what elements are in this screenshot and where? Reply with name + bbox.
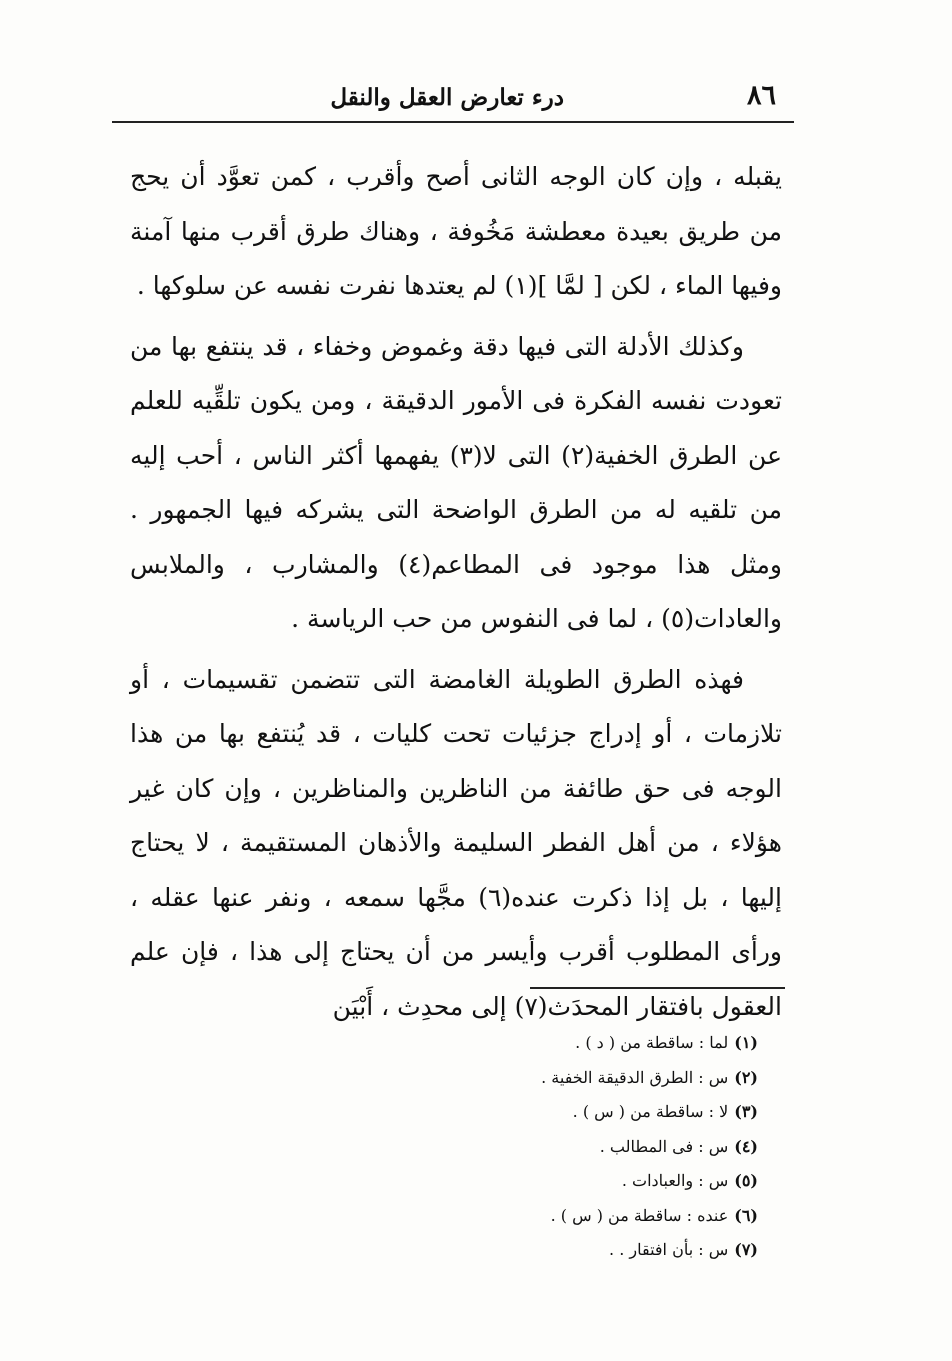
footnote: [400, 1026, 758, 1061]
footnote: [400, 1164, 758, 1199]
footnote-text: لا : ساقطة من ( س ) .: [572, 1102, 729, 1121]
footnote-divider: [530, 987, 785, 989]
footnote-number: (٥): [734, 1171, 758, 1190]
paragraph: فهذه الطرق الطويلة الغامضة التى تتضمن تقسيمات ، أو تلازمات ، أو إدراج جزئيات تحت كليات ، قد يُنتفع بها من هذا الوجه فى حق طائفة من الناظرين والمناظرين ، وإن كان غير هؤلاء ، من أهل الفطر السليمة والأذهان المستقيمة ، لا يحتاج إليها ، بل إذا ذكرت عنده(٦) مجَّها سمعه ، ونفر عنها عقله ، ورأى المطلوب أقرب وأيسر من أن يحتاج إلى هذا ، فإن علم العقول بافتقار المحدَث(٧) إلى محدِث ، أَبْيَن: [130, 664, 782, 1021]
paragraph: يقبله ، وإن كان الوجه الثانى أصح وأقرب ، كمن تعوَّد أن يحج من طريق بعيدة معطشة مَخُوفة ، وهناك طرق أقرب منها آمنة وفيها الماء ، لكن [ لمَّا ](١) لم يعتدها نفرت نفسه عن سلوكها .: [130, 162, 782, 300]
footnote-number: (٢): [734, 1067, 758, 1087]
footnote-number: (٦): [734, 1205, 758, 1225]
footnote: [400, 1061, 758, 1096]
footnote-text: س : الطرق الدقيقة الخفية .: [541, 1067, 729, 1087]
running-title: درء تعارض العقل والنقل: [330, 84, 564, 111]
footnote-text: عنده : ساقطة من ( س ) .: [550, 1205, 729, 1225]
footnote: [400, 1130, 758, 1165]
paragraph: وكذلك الأدلة التى فيها دقة وغموض وخفاء ، قد ينتفع بها من تعودت نفسه الفكرة فى الأمور الدقيقة ، ومن يكون تلقِّيه للعلم عن الطرق الخفية(٢) التى لا(٣) يفهمها أكثر الناس ، أحب إليه من تلقيه له من الطرق الواضحة التى يشركه فيها الجمهور . ومثل هذا موجود فى المطاعم(٤) والمشارب ، والملابس والعادات(٥) ، لما فى النفوس من حب الرياسة .: [130, 331, 782, 633]
footnote-text: س : فى المطالب .: [599, 1136, 729, 1156]
footnote: [400, 1095, 758, 1130]
footnote-text: س : بأن افتقار . .: [609, 1240, 729, 1259]
footnote: [400, 1199, 758, 1234]
footnote-number: (٧): [734, 1240, 758, 1259]
footnote-number: (٣): [734, 1102, 758, 1121]
footnote-number: (١): [734, 1033, 758, 1052]
footnote: [400, 1233, 758, 1268]
header-divider: [112, 121, 794, 123]
page-number: ٨٦: [746, 80, 776, 111]
footnote-number: (٤): [734, 1136, 758, 1156]
footnote-text: س : والعبادات .: [621, 1171, 729, 1190]
footnotes: [400, 1026, 758, 1268]
main-text: [130, 150, 782, 1034]
footnote-text: لما : ساقطة من ( د ) .: [575, 1033, 729, 1052]
page-header: [112, 80, 794, 120]
